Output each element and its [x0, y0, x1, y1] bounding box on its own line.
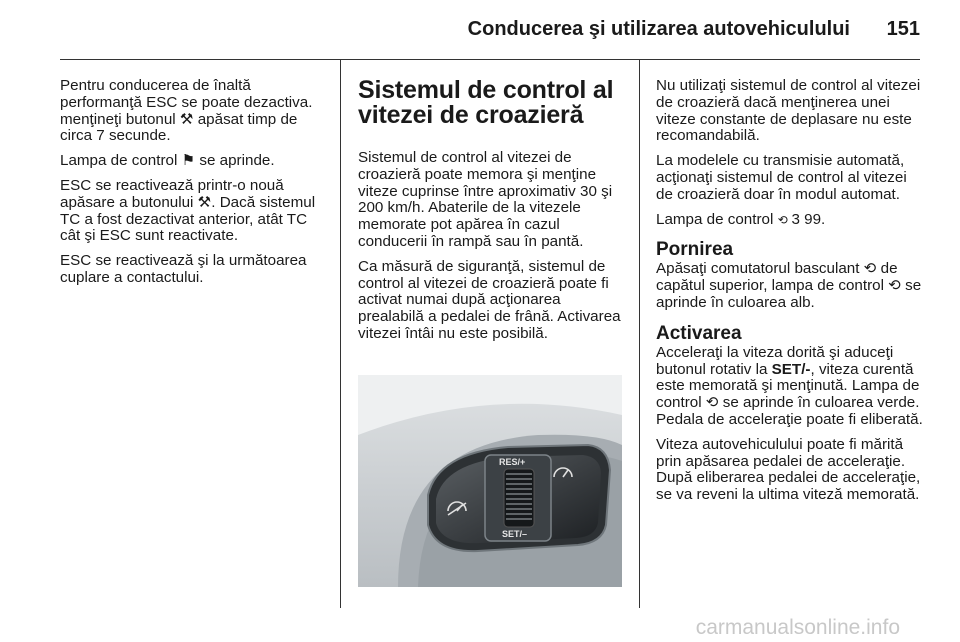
set-label: SET/–	[502, 529, 528, 539]
steering-wheel-controls-image	[358, 375, 622, 587]
page-header	[0, 0, 960, 60]
column-divider	[639, 60, 640, 608]
paragraph: Apăsaţi comutatorul basculant ⟲ de capătul superior, lampa de control ⟲ se aprinde în culoarea alb.	[656, 260, 922, 311]
steering-wheel-illustration	[358, 375, 622, 587]
paragraph: Viteza autovehiculului poate fi mărită prin apăsarea pedalei de acceleraţie. După eliberarea pedalei de acceleraţie, se va reveni la ultima viteză memorată.	[656, 435, 921, 504]
paragraph: Nu utilizaţi sistemul de control al vitezei de croazieră dacă menţinerea unei viteze constante de deplasare nu este recomandabilă.	[656, 77, 921, 145]
paragraph: Sistemul de control al vitezei de croazieră poate memora şi menţine viteze cuprinse între aproximativ 30 şi 200 km/h. Abaterile de la vitezele memorate pot apărea în cazul conducerii în rampă sau în pantă.	[358, 149, 613, 250]
header-title: Conducerea şi utilizarea autovehiculului	[467, 18, 850, 40]
paragraph: ESC se reactivează şi la următoarea cuplare a contactului.	[60, 252, 307, 286]
column-middle	[358, 78, 624, 351]
section-heading: Sistemul de control al vitezei de croazieră	[358, 76, 614, 129]
subheading-pornirea: Pornirea	[656, 239, 734, 261]
subheading-activarea: Activarea	[656, 322, 742, 344]
page-reference: 3 99.	[791, 210, 826, 228]
paragraph: Lampa de control ⟲ 3 99.	[656, 210, 826, 228]
column-left	[60, 78, 328, 295]
page-number: 151	[886, 18, 920, 40]
watermark: carmanualsonline.info	[695, 616, 900, 639]
paragraph: La modelele cu transmisie automată, acţionaţi sistemul de control al vitezei de croazieră doar în modul automat.	[656, 152, 907, 203]
paragraph: Acceleraţi la viteza dorită şi aduceţi butonul rotativ la SET/-, viteza curentă este memorată şi menţinută. Lampa de control ⟲ se aprinde în culoarea verde. Pedala de acceleraţie poate fi eliberată.	[656, 343, 923, 428]
paragraph: Pentru conducerea de înaltă performanţă ESC se poate dezactiva. menţineţi butonul ⚒ apăsat timp de circa 7 secunde.	[60, 77, 313, 145]
column-divider	[340, 60, 341, 608]
cruise-control-icon: ⟲	[777, 212, 792, 227]
column-right	[656, 78, 924, 512]
set-button-label: SET/-	[771, 360, 811, 378]
paragraph: Ca măsură de siguranţă, sistemul de control al vitezei de croazieră poate fi activat numai după acţionarea prealabilă a pedalei de frână. Activarea vitezei întâi nu este posibilă.	[358, 257, 621, 342]
paragraph: Lampa de control ⚑ se aprinde.	[60, 152, 275, 170]
res-label: RES/+	[499, 457, 526, 467]
header-rule	[60, 59, 920, 60]
paragraph: ESC se reactivează printr-o nouă apăsare a butonului ⚒. Dacă sistemul TC a fost dezactivat anterior, atât TC cât şi ESC sunt reactivate.	[60, 176, 316, 245]
